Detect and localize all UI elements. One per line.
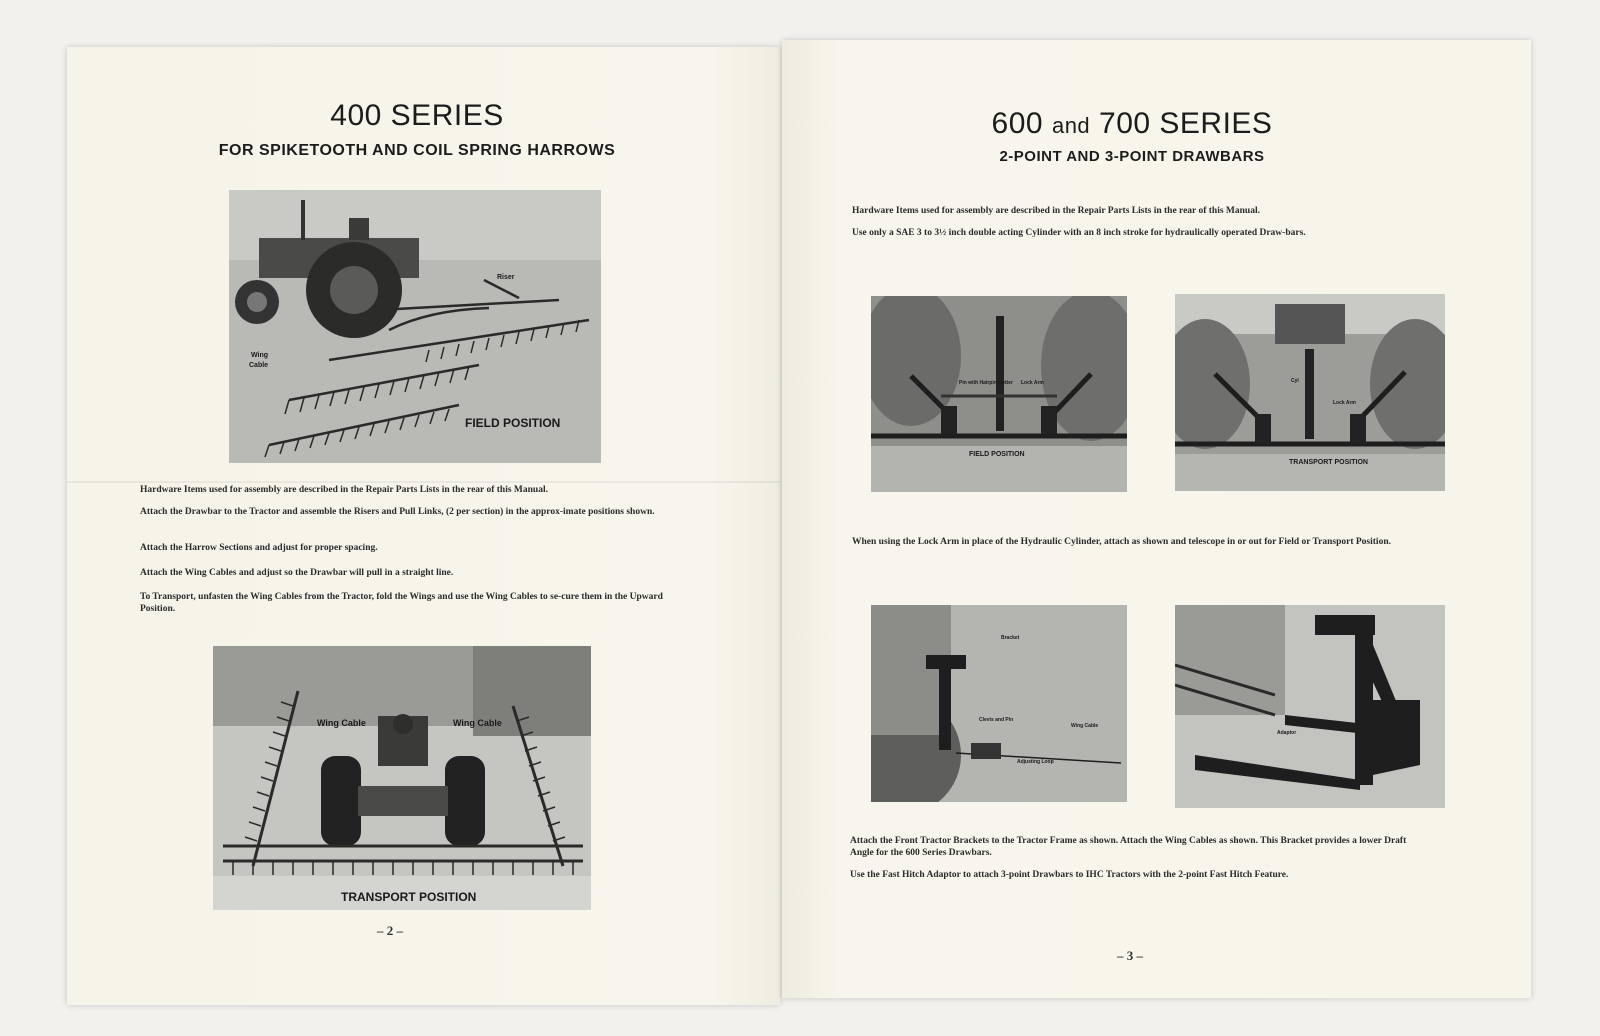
- page-subtitle: FOR SPIKETOOTH AND COIL SPRING HARROWS: [218, 142, 616, 159]
- lock-arm-label: Lock Arm: [1333, 400, 1356, 406]
- wing-label: Wing: [251, 352, 269, 359]
- transport-position-photo: [213, 646, 591, 910]
- transport-position-caption: TRANSPORT POSITION: [341, 890, 477, 904]
- paragraph-lock-arm: When using the Lock Arm in place of the Hydraulic Cylinder, attach as shown and telescope in or out for Field or Transport Position.: [852, 537, 1391, 547]
- paragraph-attach-drawbar: Attach the Drawbar to the Tractor and assemble the Risers and Pull Links, (2 per section) in the approx-imate positions shown.: [140, 507, 655, 517]
- cylinder-label: Cyl: [1291, 378, 1299, 384]
- page-number: – 2 –: [377, 923, 403, 938]
- transport-position-caption: TRANSPORT POSITION: [1289, 459, 1368, 466]
- riser-label: Riser: [497, 274, 515, 281]
- bracket-label: Bracket: [1001, 635, 1020, 641]
- right-page: [782, 40, 1531, 998]
- cable-label: Cable: [249, 362, 269, 369]
- page-title: [782, 107, 1482, 141]
- paragraph-fast-hitch: Use the Fast Hitch Adaptor to attach 3-point Drawbars to IHC Tractors with the 2-point Fast Hitch Feature.: [850, 870, 1289, 880]
- title-and: and: [1051, 113, 1091, 138]
- adjusting-loop-label: Adjusting Loop: [1017, 759, 1054, 765]
- adaptor-label: Adaptor: [1277, 730, 1297, 736]
- clevis-pin-label: Clevis and Pin: [979, 717, 1014, 723]
- title-600: 600: [991, 107, 1044, 140]
- pin-label: Pin with Hairpin Cotter: [959, 380, 1013, 386]
- page-subtitle: 2-POINT AND 3-POINT DRAWBARS: [999, 148, 1265, 165]
- paragraph-cylinder: Use only a SAE 3 to 3½ inch double acting Cylinder with an 8 inch stroke for hydraulically operated Draw-bars.: [852, 228, 1306, 238]
- page-number: – 3 –: [1117, 948, 1143, 963]
- paragraph-hardware: Hardware Items used for assembly are described in the Repair Parts Lists in the rear of this Manual.: [852, 206, 1260, 216]
- field-position-photo: [229, 190, 601, 463]
- paragraph-front-brackets: Attach the Front Tractor Brackets to the Tractor Frame as shown. Attach the Wing Cables as shown. This Bracket provides a lower Draft Angle for the 600 Series Drawbars.: [850, 836, 1407, 858]
- drawbar-transport-position-photo: [1175, 294, 1445, 491]
- page-title: 400 SERIES: [330, 99, 504, 132]
- field-position-caption: FIELD POSITION: [969, 451, 1025, 458]
- field-position-caption: FIELD POSITION: [465, 416, 561, 430]
- wing-cable-label-left: Wing Cable: [317, 718, 366, 728]
- paragraph-transport: To Transport, unfasten the Wing Cables from the Tractor, fold the Wings and use the Wing Cables to se-cure them in the Upward Position.: [140, 592, 663, 614]
- wing-cable-label: Wing Cable: [1071, 723, 1099, 729]
- paragraph-hardware: Hardware Items used for assembly are described in the Repair Parts Lists in the rear of this Manual.: [140, 485, 548, 495]
- wing-cable-label-right: Wing Cable: [453, 718, 502, 728]
- left-page: [67, 47, 780, 1005]
- page-fold: [67, 481, 780, 483]
- lock-arm-label: Lock Arm: [1021, 380, 1044, 386]
- fast-hitch-adaptor-photo: [1175, 605, 1445, 808]
- paragraph-harrow-sections: Attach the Harrow Sections and adjust for proper spacing.: [140, 543, 378, 553]
- paragraph-wing-cables: Attach the Wing Cables and adjust so the Drawbar will pull in a straight line.: [140, 568, 454, 578]
- title-700-series: 700 SERIES: [1099, 107, 1273, 140]
- drawbar-field-position-photo: [871, 296, 1127, 492]
- front-bracket-photo: [871, 605, 1127, 802]
